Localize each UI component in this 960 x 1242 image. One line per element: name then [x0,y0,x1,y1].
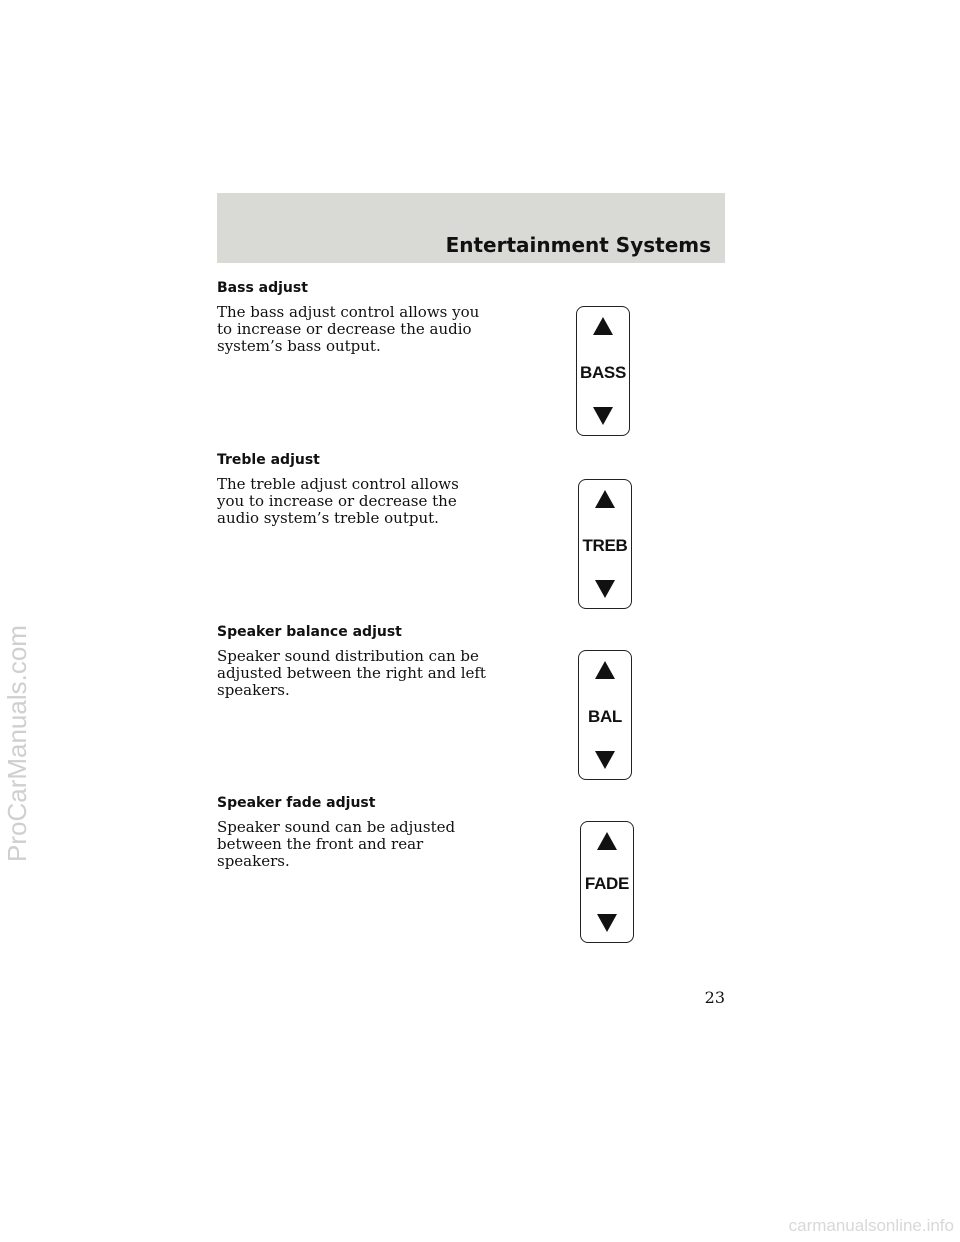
fade-description: Speaker sound can be adjusted between the front and rear speakers. [217,818,456,870]
balance-control [578,650,632,780]
watermark-bottom: carmanualsonline.info [788,1216,954,1235]
treble-section [217,452,487,527]
fade-control [580,821,634,943]
watermark-left: ProCarManuals.com [2,625,32,862]
bass-section [217,280,487,355]
bass-heading: Bass adjust [217,280,308,296]
treble-down-arrow-icon [595,580,615,598]
page-number: 23 [704,988,725,1007]
balance-up-arrow-icon [595,661,615,679]
treble-control-label: TREB [582,536,628,555]
treble-description: The treble adjust control allows you to increase or decrease the audio system’s treble output. [217,475,459,527]
bass-description: The bass adjust control allows you to increase or decrease the audio system’s bass output. [217,303,480,355]
bass-up-arrow-icon [593,317,613,335]
fade-up-arrow-icon [597,832,617,850]
chapter-title: Entertainment Systems [445,233,711,257]
treble-heading: Treble adjust [217,452,320,468]
balance-heading: Speaker balance adjust [217,624,402,640]
bass-control-label: BASS [579,363,627,382]
fade-heading: Speaker fade adjust [217,795,376,811]
balance-control-label: BAL [587,707,623,726]
bass-control [576,306,630,436]
balance-down-arrow-icon [595,751,615,769]
fade-control-label: FADE [584,874,630,893]
section-header-band [217,193,725,263]
treble-control [578,479,632,609]
balance-description: Speaker sound distribution can be adjusted between the right and left speakers. [217,647,486,699]
fade-down-arrow-icon [597,914,617,932]
balance-section [217,624,487,699]
treble-up-arrow-icon [595,490,615,508]
fade-section [217,795,487,870]
bass-down-arrow-icon [593,407,613,425]
